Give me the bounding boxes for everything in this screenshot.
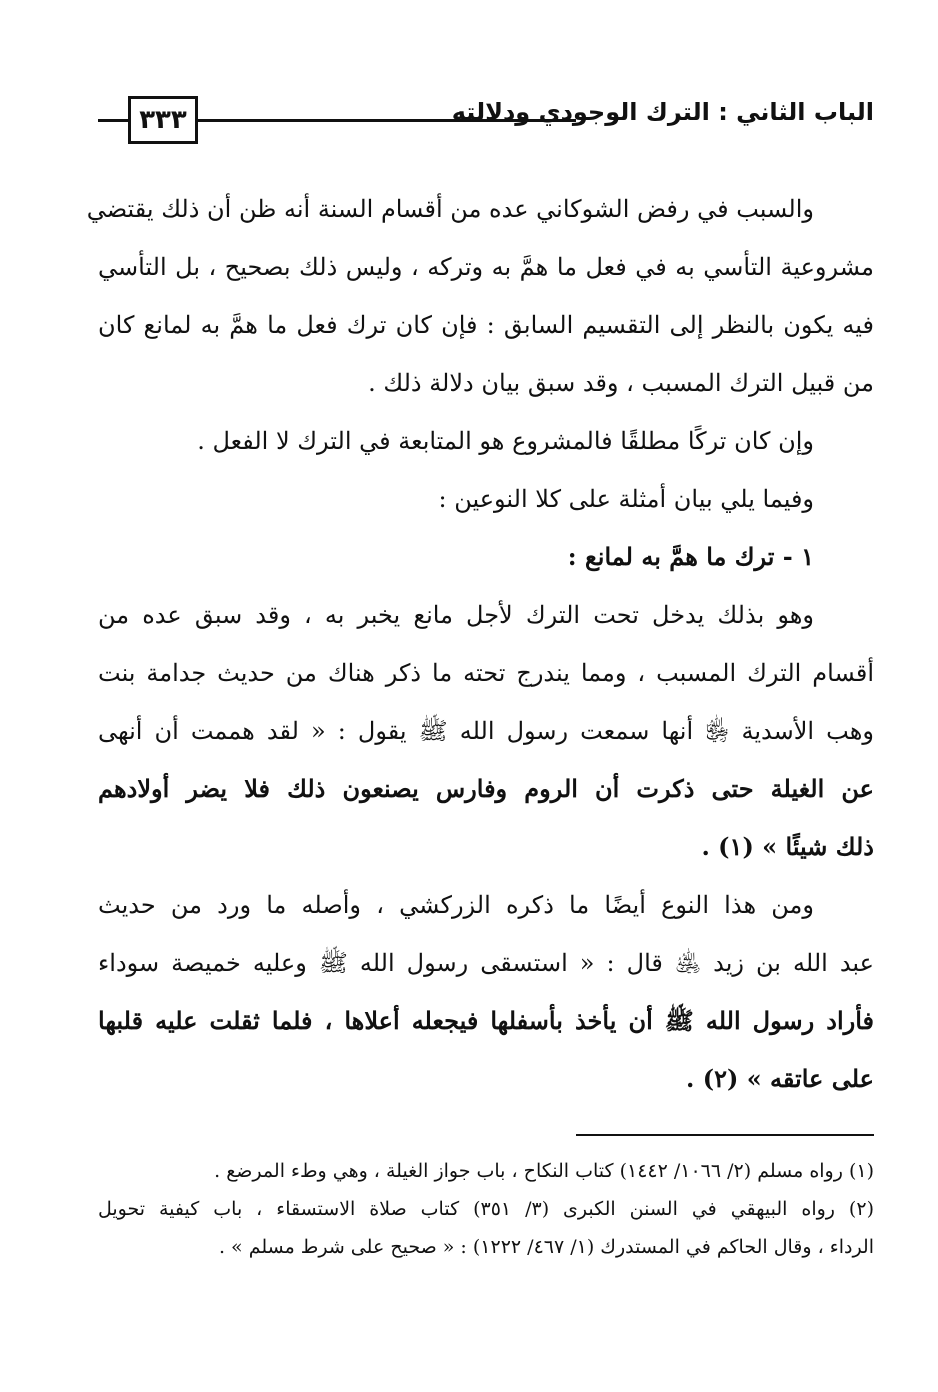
text-line: وفيما يلي بيان أمثلة على كلا النوعين : [438, 485, 814, 513]
text-line: وهو بذلك يدخل تحت الترك لأجل مانع يخبر به ، وقد سبق عده من [98, 601, 814, 629]
text-line: ومن هذا النوع أيضًا ما ذكره الزركشي ، وأصله ما ورد من حديث [98, 891, 814, 919]
text-line: أقسام الترك المسبب ، ومما يندرج تحته ما ذكر هناك من حديث جدامة بنت [98, 659, 874, 687]
hadith-line: عن الغيلة حتى ذكرت أن الروم وفارس يصنعون ذلك فلا يضر أولادهم [98, 774, 874, 803]
footnote-line: (١) رواه مسلم (٢/ ١٠٦٦/ ١٤٤٢) كتاب النكاح ، باب جواز الغيلة ، وهي وطء المرضع . [214, 1160, 874, 1182]
footnote-separator [576, 1134, 874, 1136]
text-line: وهب الأسدية ﵂ أنها سمعت رسول الله ﷺ يقول : « لقد هممت أن أنهى [98, 717, 874, 745]
text-line: فيه يكون بالنظر إلى التقسيم السابق : فإن كان ترك فعل ما همَّ به لمانع كان [98, 311, 874, 339]
main-text [86, 180, 874, 1108]
hadith-line: فأراد رسول الله ﷺ أن يأخذ بأسفلها فيجعله أعلاها ، فلما ثقلت عليه قلبها [98, 1006, 874, 1035]
page-header [98, 86, 874, 156]
text-line: مشروعية التأسي به في فعل ما همَّ به وتركه ، وليس ذلك بصحيح ، بل التأسي [98, 253, 874, 281]
section-heading: ١ - ترك ما همَّ به لمانع : [567, 542, 814, 571]
text-line: والسبب في رفض الشوكاني عده من أقسام السنة أنه ظن أن ذلك يقتضي [86, 195, 814, 223]
footnotes [98, 1152, 874, 1266]
footnote-line: (٢) رواه البيهقي في السنن الكبرى (٣/ ٣٥١) كتاب صلاة الاستسقاء ، باب كيفية تحويل [98, 1198, 874, 1220]
header-rule-left [98, 119, 128, 122]
page-number: ٣٣٣ [128, 96, 198, 144]
hadith-line: ذلك شيئًا » (١) . [701, 832, 874, 861]
text-line: عبد الله بن زيد ﵁ قال : « استسقى رسول الله ﷺ وعليه خميصة سوداء [98, 949, 874, 977]
footnote-line: الرداء ، وقال الحاكم في المستدرك (١/ ٤٦٧/ ١٢٢٢) : « صحيح على شرط مسلم » . [218, 1236, 874, 1258]
hadith-line: على عاتقه » (٢) . [686, 1064, 874, 1093]
chapter-title: الباب الثاني : الترك الوجودي ودلالته [451, 98, 874, 126]
text-line: وإن كان تركًا مطلقًا فالمشروع هو المتابعة في الترك لا الفعل . [197, 427, 814, 455]
text-line: من قبيل الترك المسبب ، وقد سبق بيان دلالة ذلك . [368, 369, 874, 397]
